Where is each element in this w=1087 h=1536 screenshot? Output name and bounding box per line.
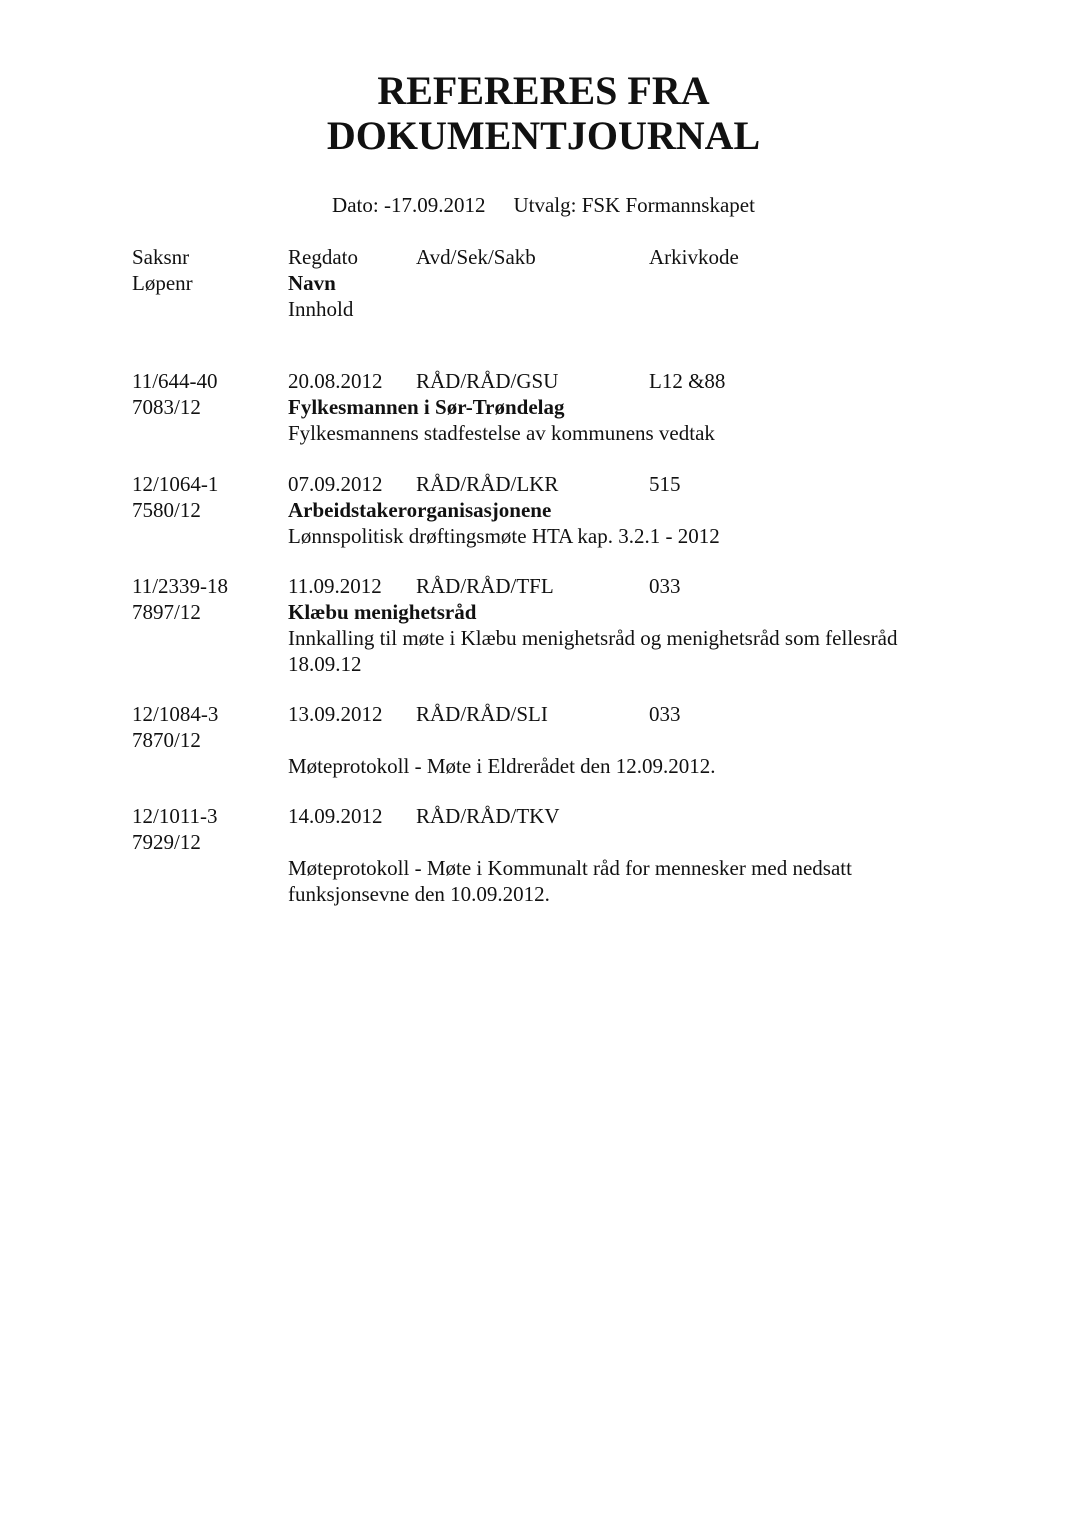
- entry-innhold-cont: funksjonsevne den 10.09.2012.: [288, 882, 550, 906]
- journal-entry: [0, 573, 1087, 676]
- entry-innhold: Fylkesmannens stadfestelse av kommunens vedtak: [288, 421, 715, 445]
- entry-avd: RÅD/RÅD/SLI: [416, 702, 548, 726]
- entry-saksnr: 11/644-40: [132, 369, 218, 393]
- entry-navn: Fylkesmannen i Sør-Trøndelag: [288, 395, 565, 419]
- entry-lopenr: 7870/12: [132, 728, 201, 752]
- date-label: Dato: -17.09.2012: [332, 193, 486, 217]
- entry-navn: Arbeidstakerorganisasjonene: [288, 498, 552, 522]
- entry-avd: RÅD/RÅD/TFL: [416, 574, 554, 598]
- entry-arkivkode: 515: [649, 472, 681, 496]
- entry-saksnr: 12/1011-3: [132, 804, 218, 828]
- entry-arkivkode: 033: [649, 702, 681, 726]
- committee-label: Utvalg: FSK Formannskapet: [513, 193, 755, 217]
- header-avd: Avd/Sek/Sakb: [416, 245, 536, 269]
- journal-entry: [0, 471, 1087, 571]
- entry-arkivkode: L12 &88: [649, 369, 726, 393]
- title-line-1: REFERERES FRA: [377, 68, 710, 113]
- entry-saksnr: 11/2339-18: [132, 574, 229, 598]
- entry-avd: RÅD/RÅD/GSU: [416, 369, 559, 393]
- entry-regdato: 14.09.2012: [288, 804, 383, 828]
- entry-lopenr: 7929/12: [132, 830, 201, 854]
- entry-navn: Klæbu menighetsråd: [288, 600, 477, 624]
- journal-entry: [0, 368, 1087, 468]
- entry-regdato: 11.09.2012: [288, 574, 382, 598]
- entry-regdato: 07.09.2012: [288, 472, 383, 496]
- entry-innhold: Lønnspolitisk drøftingsmøte HTA kap. 3.2.1 - 2012: [288, 524, 720, 548]
- header-innhold: Innhold: [288, 297, 354, 321]
- entry-innhold: Møteprotokoll - Møte i Kommunalt råd for mennesker med nedsatt: [288, 856, 852, 880]
- entry-lopenr: 7897/12: [132, 600, 201, 624]
- journal-entry: [0, 803, 1087, 906]
- header-regdato: Regdato: [288, 245, 358, 269]
- entry-saksnr: 12/1064-1: [132, 472, 219, 496]
- header-saksnr: Saksnr: [132, 245, 190, 269]
- entry-innhold: Innkalling til møte i Klæbu menighetsråd og menighetsråd som fellesråd: [288, 626, 898, 650]
- entry-innhold: Møteprotokoll - Møte i Eldrerådet den 12.09.2012.: [288, 754, 716, 778]
- header-arkivkode: Arkivkode: [649, 245, 739, 269]
- entry-lopenr: 7083/12: [132, 395, 201, 419]
- page-title: [0, 68, 1087, 158]
- entry-regdato: 20.08.2012: [288, 369, 383, 393]
- entry-arkivkode: 033: [649, 574, 681, 598]
- entry-innhold-cont: 18.09.12: [288, 652, 362, 676]
- title-line-2: DOKUMENTJOURNAL: [326, 113, 761, 158]
- entry-regdato: 13.09.2012: [288, 702, 383, 726]
- entry-saksnr: 12/1084-3: [132, 702, 219, 726]
- header-navn: Navn: [288, 271, 336, 295]
- meeting-info: [0, 192, 1087, 218]
- entry-lopenr: 7580/12: [132, 498, 201, 522]
- header-lopenr: Løpenr: [132, 271, 193, 295]
- entry-avd: RÅD/RÅD/LKR: [416, 472, 559, 496]
- entry-avd: RÅD/RÅD/TKV: [416, 804, 560, 828]
- journal-entry: [0, 701, 1087, 801]
